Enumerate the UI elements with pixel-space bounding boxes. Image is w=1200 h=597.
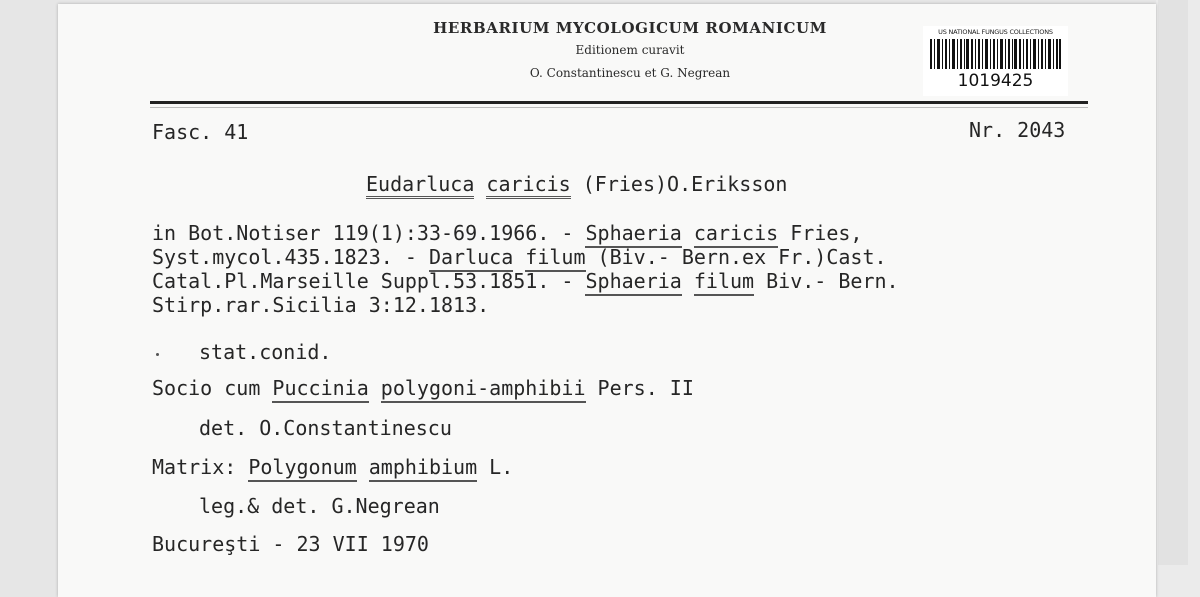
barcode-number: 1019425 <box>957 71 1034 91</box>
synonym-epithet: filum <box>694 269 754 296</box>
barcode-label <box>923 26 1068 96</box>
citation-line-1 <box>152 221 862 245</box>
header-divider <box>150 101 1088 104</box>
collector: leg.& det. G.Negrean <box>199 494 440 518</box>
herbarium-editors: O. Constantinescu et G. Negrean <box>529 66 731 80</box>
host-genus: Polygonum <box>248 455 356 482</box>
synonym-genus: Darluca <box>429 245 513 272</box>
citation-line-4: Stirp.rar.Sicilia 3:12.1813. <box>152 293 490 317</box>
citation-text: Catal.Pl.Marseille Suppl.53.1851. - <box>152 269 586 293</box>
synonym-genus: Sphaeria <box>585 269 681 296</box>
stage-note: stat.conid. <box>199 340 332 364</box>
stray-mark <box>156 353 159 356</box>
citation-text: Fries, <box>778 221 863 245</box>
citation-text: (Biv.- Bern.ex Fr.)Cast. <box>585 245 887 269</box>
species-epithet: caricis <box>486 172 570 199</box>
scan-edge-shadow <box>1158 0 1188 565</box>
label-header <box>300 18 960 83</box>
citation-text: in Bot.Notiser 119(1):33-69.1966. - <box>152 221 586 245</box>
herbarium-title: HERBARIUM MYCOLOGICUM ROMANICUM <box>433 19 827 37</box>
barcode-icon <box>930 39 1061 69</box>
exsiccata-number: Nr. 2043 <box>969 118 1066 142</box>
host-epithet: amphibium <box>369 455 477 482</box>
citation-text: Syst.mycol.435.1823. - <box>152 245 429 269</box>
associated-genus: Puccinia <box>272 376 368 403</box>
synonym-epithet: filum <box>525 245 585 272</box>
matrix-suffix: L. <box>477 455 514 479</box>
host-matrix <box>152 455 513 479</box>
species-authority: (Fries)O.Eriksson <box>582 172 788 196</box>
species-name <box>366 172 787 196</box>
synonym-epithet: caricis <box>694 221 778 248</box>
locality-date: Bucureşti - 23 VII 1970 <box>152 532 429 556</box>
header-divider-shadow <box>150 107 1088 108</box>
citation-line-2 <box>152 245 887 269</box>
associated-fungus <box>152 376 694 400</box>
determiner: det. O.Constantinescu <box>199 416 452 440</box>
socio-suffix: Pers. II <box>585 376 694 400</box>
matrix-prefix: Matrix: <box>152 455 249 479</box>
associated-epithet: polygoni-amphibii <box>381 376 586 403</box>
synonym-genus: Sphaeria <box>585 221 681 248</box>
barcode-caption: US NATIONAL FUNGUS COLLECTIONS <box>938 28 1053 36</box>
herbarium-subtitle: Editionem curavit <box>575 43 685 57</box>
fascicle-number: Fasc. 41 <box>152 120 249 144</box>
citation-line-3 <box>152 269 899 293</box>
citation-text: Biv.- Bern. <box>754 269 899 293</box>
socio-prefix: Socio cum <box>152 376 273 400</box>
species-genus: Eudarluca <box>366 172 474 199</box>
